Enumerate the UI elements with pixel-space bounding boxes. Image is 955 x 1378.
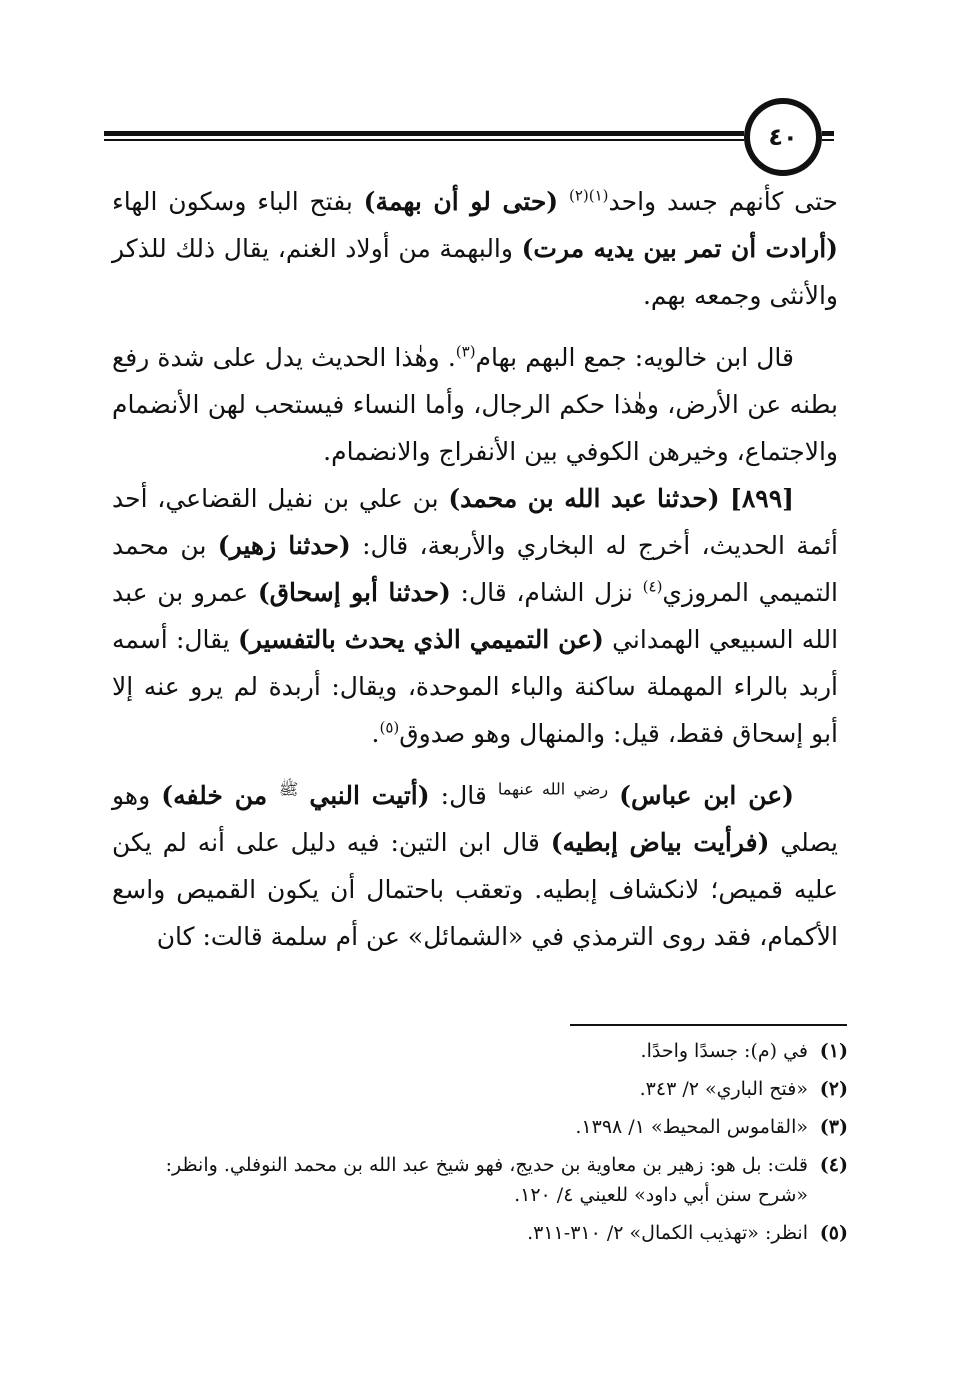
footnote-2 <box>112 1074 848 1104</box>
hadith-number: [٨٩٩] (حدثنا عبد الله بن محمد) <box>448 484 795 513</box>
footnote-5 <box>112 1218 848 1248</box>
main-text <box>112 178 838 960</box>
footnote-number: (٢) <box>819 1078 848 1100</box>
footnote-text: «فتح الباري» ٢/ ٣٤٣. <box>639 1078 808 1100</box>
quoted-text: (حدثنا زهير) <box>217 531 351 560</box>
footnote-number: (٤) <box>819 1154 848 1176</box>
footnote-1 <box>112 1036 848 1066</box>
honorific-glyph: ﷺ <box>278 779 299 799</box>
footnote-ref-4[interactable]: (٤) <box>642 577 663 596</box>
quoted-text: (حتى لو أن بهمة) <box>363 187 559 216</box>
paragraph-4: (عن ابن عباس) $^{رضي الله عنهما}$ قال: (أتيت النبي $^ﷺ$ من خلفه) وهو يصلي (فرأيت بياض إبطيه) قال ابن التين: فيه دليل على أنه لم يكن عليه قميص؛ لانكشاف إبطيه. وتعقب باحتمال أن يكون القميص واسع الأكمام، فقد روى الترمذي في «الشمائل» عن أم سلمة قالت: كان <box>112 779 838 951</box>
footnote-ref-1[interactable]: (١) <box>588 186 609 205</box>
footnote-ref-5[interactable]: (٥) <box>379 718 400 737</box>
footnote-separator <box>570 1024 847 1026</box>
header-rule-tail-thin <box>822 139 834 141</box>
page-header <box>104 100 834 170</box>
footnotes <box>112 1036 848 1252</box>
quoted-text: (أرادت أن تمر بين يديه مرت) <box>521 234 838 263</box>
quoted-text: (حدثنا أبو إسحاق) <box>257 578 451 607</box>
footnote-text: «القاموس المحيط» ١/ ١٣٩٨. <box>575 1116 808 1138</box>
footnote-ref-2[interactable]: (٢) <box>568 186 589 205</box>
footnote-number: (٣) <box>819 1116 848 1138</box>
footnote-text: قلت: بل هو: زهير بن معاوية بن حديج، فهو شيخ عبد الله بن محمد النوفلي. وانظر: «شرح سنن أبي داود» للعيني ٤/ ١٢٠. <box>165 1154 808 1206</box>
footnote-text: انظر: «تهذيب الكمال» ٢/ ٣١٠-٣١١. <box>527 1222 808 1244</box>
footnote-ref-3[interactable]: (٣) <box>455 342 476 361</box>
footnote-number: (١) <box>819 1040 848 1062</box>
quoted-text: من خلفه) <box>161 781 279 810</box>
header-rule-thick <box>104 131 744 136</box>
paragraph-2: قال ابن خالويه: جمع البهم بهام$^{(٣)}$. وهٰذا الحديث يدل على شدة رفع بطنه عن الأرض، وهٰذا حكم الرجال، وأما النساء فيستحب لهن الأنضمام والاجتماع، وخيرهن الكوفي بين الأنفراج والانضمام. <box>112 342 838 466</box>
paragraph-3: [٨٩٩] (حدثنا عبد الله بن محمد) بن علي بن نفيل القضاعي، أحد أئمة الحديث، أخرج له البخاري والأربعة، قال: (حدثنا زهير) بن محمد التميمي المروزي$^{(٤)}$ نزل الشام، قال: (حدثنا أبو إسحاق) عمرو بن عبد الله السبيعي الهمداني (عن التميمي الذي يحدث بالتفسير) يقال: أسمه أربد بالراء المهملة ساكنة والباء الموحدة، ويقال: أربدة لم يرو عنه إلا أبو إسحاق فقط، قيل: والمنهال وهو صدوق$^{(٥)}$. <box>112 484 839 748</box>
paragraph-1: حتى كأنهم جسد واحد$^{(١)(٢)}$ (حتى لو أن بهمة) بفتح الباء وسكون الهاء (أرادت أن تمر بين يديه مرت) والبهمة من أولاد الغنم، يقال ذلك للذكر والأنثى وجمعه بهم. <box>112 186 838 310</box>
page-number: ٤٠ <box>744 98 822 176</box>
footnote-number: (٥) <box>819 1222 848 1244</box>
footnote-3 <box>112 1112 848 1142</box>
honorific-glyph: رضي الله عنهما <box>497 779 609 799</box>
header-rule-tail-thick <box>822 131 834 136</box>
footnote-4 <box>112 1150 848 1210</box>
quoted-text: (عن التميمي الذي يحدث بالتفسير) <box>237 625 604 654</box>
quoted-text: (عن ابن عباس) <box>619 781 794 810</box>
quoted-text: (أتيت النبي <box>309 781 430 810</box>
quoted-text: (فرأيت بياض إبطيه) <box>550 828 770 857</box>
footnote-text: في (م): جسدًا واحدًا. <box>640 1040 808 1062</box>
header-rule-thin <box>104 139 744 141</box>
